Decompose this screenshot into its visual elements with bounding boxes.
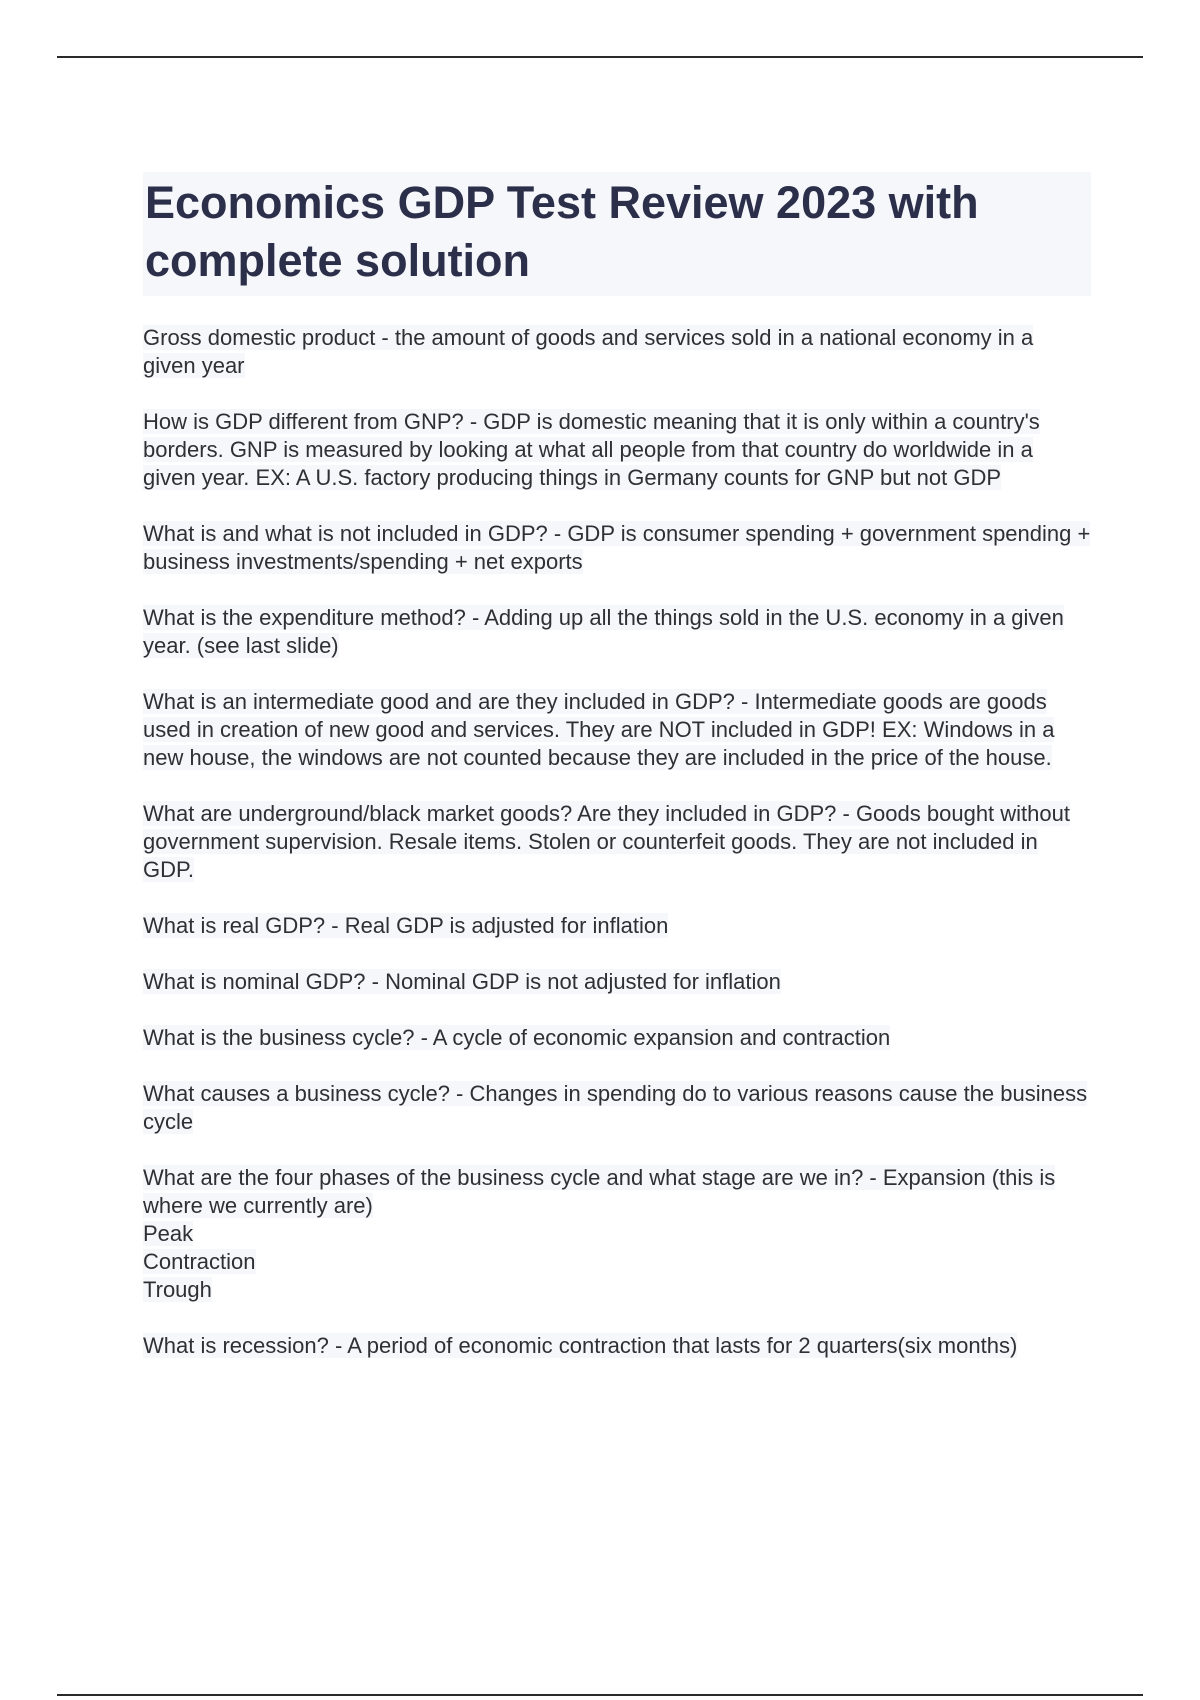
list-item xyxy=(143,1080,1091,1136)
list-item xyxy=(143,604,1091,660)
qa-text: What is nominal GDP? - Nominal GDP is not adjusted for inflation xyxy=(143,969,781,994)
list-item xyxy=(143,800,1091,884)
qa-text: What are the four phases of the business cycle and what stage are we in? - Expansion (this is where we currently are) Peak Contraction Trough xyxy=(143,1165,1056,1302)
qa-list xyxy=(143,324,1091,1360)
document-title: Economics GDP Test Review 2023 with complete solution xyxy=(145,177,979,286)
list-item xyxy=(143,408,1091,492)
qa-text: What is and what is not included in GDP? - GDP is consumer spending + government spending + business investments/spending + net exports xyxy=(143,521,1091,574)
qa-text: What causes a business cycle? - Changes in spending do to various reasons cause the business cycle xyxy=(143,1081,1088,1134)
list-item xyxy=(143,1024,1091,1052)
qa-text: What is real GDP? - Real GDP is adjusted for inflation xyxy=(143,913,669,938)
list-item xyxy=(143,968,1091,996)
list-item xyxy=(143,1332,1091,1360)
footer-rule xyxy=(57,1694,1143,1696)
title-block xyxy=(143,172,1091,296)
header-rule xyxy=(57,56,1143,58)
qa-text: How is GDP different from GNP? - GDP is domestic meaning that it is only within a country's borders. GNP is measured by looking at what all people from that country do worldwide in a given year. EX: A U.S. factory producing things in Germany counts for GNP but not GDP xyxy=(143,409,1040,490)
list-item xyxy=(143,912,1091,940)
list-item xyxy=(143,520,1091,576)
list-item xyxy=(143,1164,1091,1304)
qa-text: What is the business cycle? - A cycle of economic expansion and contraction xyxy=(143,1025,891,1050)
qa-text: Gross domestic product - the amount of goods and services sold in a national economy in a given year xyxy=(143,325,1034,378)
qa-text: What are underground/black market goods? Are they included in GDP? - Goods bought without government supervision. Resale items. Stolen or counterfeit goods. They are not included in GDP. xyxy=(143,801,1070,882)
qa-text: What is the expenditure method? - Adding up all the things sold in the U.S. economy in a given year. (see last slide) xyxy=(143,605,1064,658)
list-item xyxy=(143,688,1091,772)
document-body xyxy=(143,172,1091,1388)
qa-text: What is an intermediate good and are they included in GDP? - Intermediate goods are goods used in creation of new good and services. They are NOT included in GDP! EX: Windows in a new house, the windows are not counted because they are included in the price of the house. xyxy=(143,689,1055,770)
qa-text: What is recession? - A period of economic contraction that lasts for 2 quarters(six months) xyxy=(143,1333,1018,1358)
list-item xyxy=(143,324,1091,380)
